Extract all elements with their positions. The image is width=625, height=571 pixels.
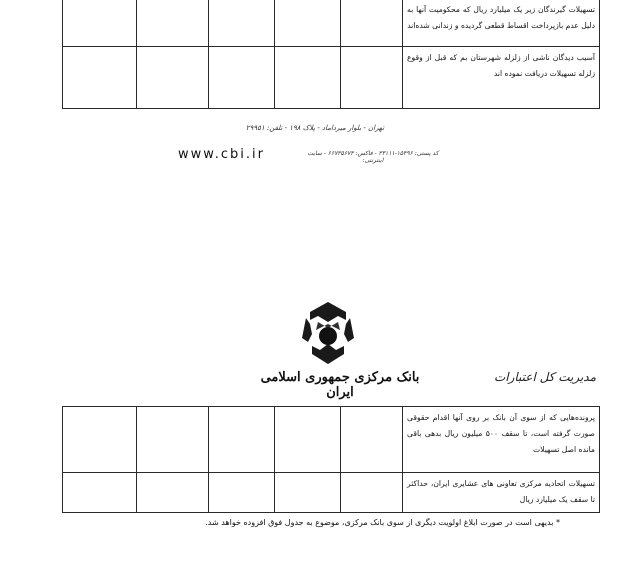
footnote: * بدیهی است در صورت ابلاغ اولویت دیگری از سوی بانک مرکزی، موضوع به جدول فوق افزوده خواهد شد. — [205, 518, 560, 527]
row-description: آسیب دیدگان ناشی از زلزله شهرستان بم که قبل از وقوع زلزله تسهیلات دریافت نموده اند — [403, 47, 600, 109]
bank-name: بانک مرکزی جمهوری اسلامی ایران — [260, 370, 420, 400]
table-row — [63, 0, 600, 47]
top-table — [62, 0, 600, 109]
row-description: تسهیلات گیرندگان زیر یک میلیارد ریال که محکومیت آنها به دلیل عدم بازپرداخت اقساط قطعی گردیده و زندانی شده‌اند — [403, 0, 600, 47]
department-name: مدیریت کل اعتبارات — [493, 370, 597, 384]
address-line: تهران - بلوار میرداماد - پلاک ۱۹۸ - تلفن: ۲۹۹۵۱ — [245, 124, 385, 132]
row-description: تسهیلات اتحادیه مرکزی تعاونی های عشایری ایران، حداکثر تا سقف یک میلیارد ریال — [403, 473, 600, 513]
website-link: www.cbi.ir — [178, 147, 265, 162]
table-row — [63, 407, 600, 473]
central-bank-logo-icon — [300, 300, 356, 366]
table-row — [63, 473, 600, 513]
table-row — [63, 47, 600, 109]
postal-fax-line: کد پستی: ۱۵۴۹۶-۳۳۱۱۱ - فاکس: ۶۶۷۳۵۶۷۴ - سایت اینترنتی: — [307, 150, 439, 164]
bottom-table — [62, 406, 600, 513]
row-description: پرونده‌هایی که از سوی آن بانک بر روی آنها اقدام حقوقی صورت گرفته است، تا سقف ۵۰۰ میلیون ریال بدهی باقی مانده اصل تسهیلات — [403, 407, 600, 473]
